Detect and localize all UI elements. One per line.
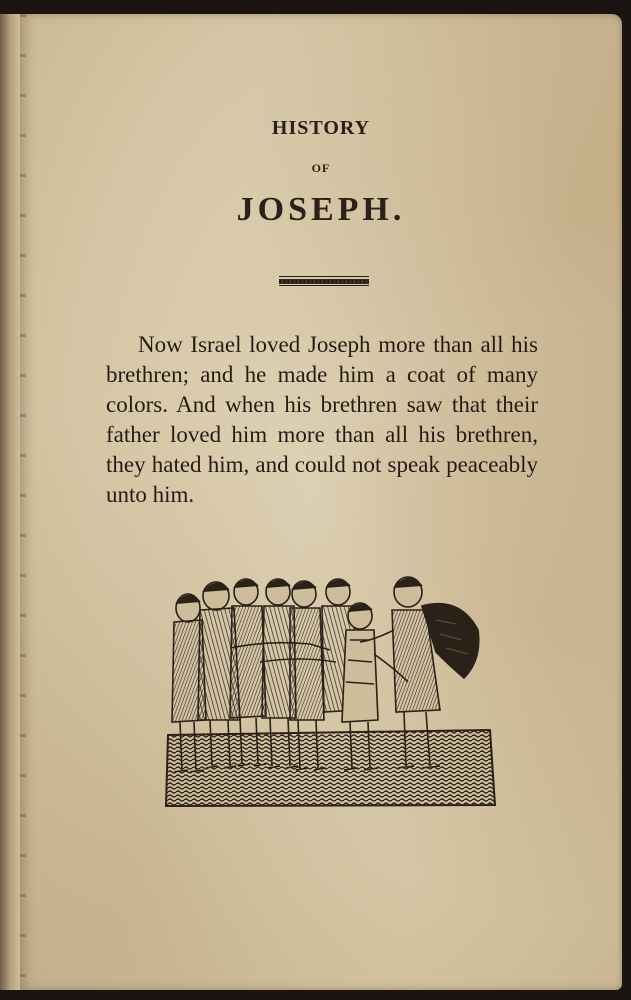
woodcut-illustration-icon [160, 570, 496, 810]
facing-page-edge [0, 14, 21, 990]
book-page [20, 14, 622, 990]
title-of: OF [311, 161, 331, 175]
title-joseph: JOSEPH. [236, 191, 406, 228]
body-paragraph: Now Israel loved Joseph more than all his brethren; and he made him a coat of many colors. And when his brethren saw that their father loved him more than all his brethren, they hated him, and could not speak peaceably unto him. [106, 332, 538, 507]
page-title [20, 114, 622, 230]
ornamental-rule [279, 276, 369, 286]
title-history: HISTORY [271, 117, 371, 139]
